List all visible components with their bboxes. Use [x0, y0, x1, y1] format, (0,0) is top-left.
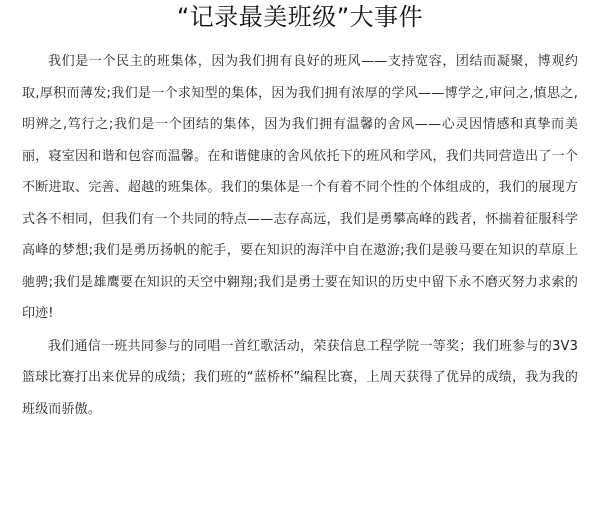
paragraph-achievements: 我们通信一班共同参与的同唱一首红歌活动，荣获信息工程学院一等奖；我们班参与的3V3 篮球比赛打出来优异的成绩；我们班的“蓝桥杯”编程比赛，上周天获得了优异的成绩，我为我的班级而骄傲。 [22, 338, 578, 417]
page-title: “记录最美班级”大事件 [176, 3, 424, 31]
paragraph-class-spirit: 我们是一个民主的班集体，因为我们拥有良好的班风——支持宽容，团结而凝聚，博观约取,厚积而薄发;我们是一个求知型的集体，因为我们拥有浓厚的学风——博学之,审问之,慎思之,明辨之,笃行之;我们是一个团结的集体，因为我们拥有温馨的舍风——心灵因情感和真挚而美丽，寝室因和谐和包容而温馨。在和谐健康的舍风依托下的班风和学风，我们共同营造出了一个不断进取、完善、超越的班集体。我们的集体是一个有着不同个性的个体组成的，我们的展现方式各不相同，但我们有一个共同的特点——志存高远，我们是勇攀高峰的践者，怀揣着征服科学高峰的梦想;我们是勇历扬帆的舵手，要在知识的海洋中自在遨游;我们是骏马要在知识的草原上驰骋;我们是雄鹰要在知识的天空中翱翔;我们是勇士要在知识的历史中留下永不磨灭努力求索的印迹! [22, 54, 578, 321]
